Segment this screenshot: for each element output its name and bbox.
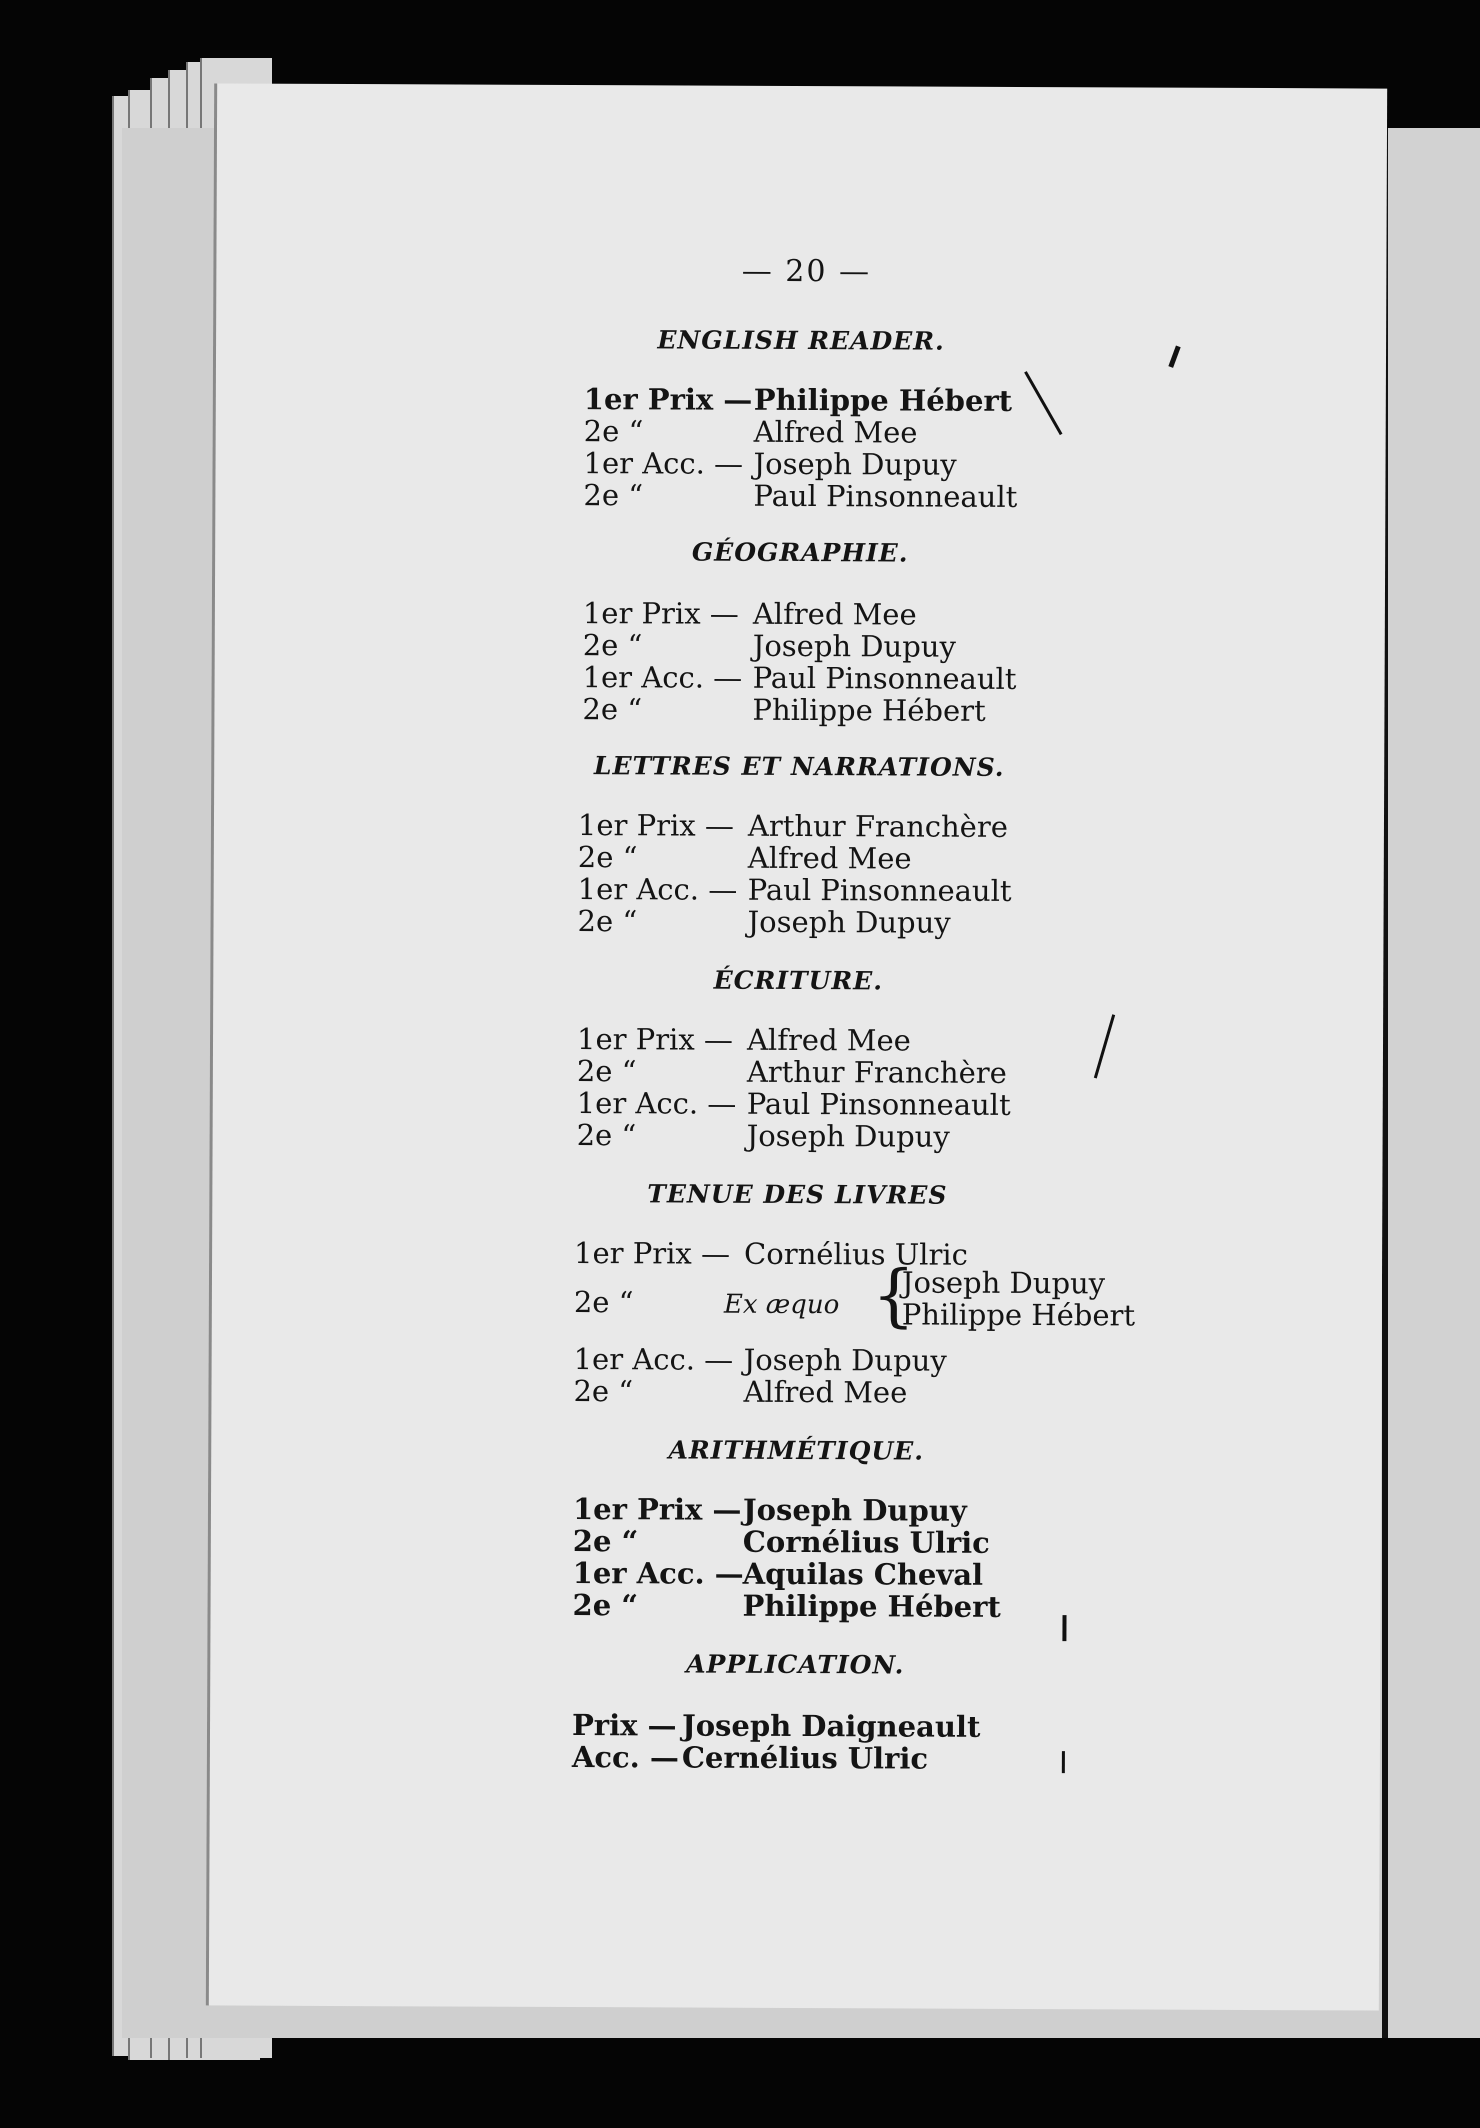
rank-label: 1er Acc. — — [573, 1342, 734, 1377]
adjacent-page — [1382, 128, 1480, 2038]
student-name: Joseph Dupuy — [747, 904, 951, 940]
rank-label: 2e “ — [577, 904, 638, 939]
student-name: Paul Pinsonneault — [747, 872, 1012, 908]
student-name: Alfred Mee — [746, 1022, 911, 1058]
list-item — [573, 1557, 984, 1592]
rank-label: 1er Prix — — [577, 808, 734, 843]
book-page — [206, 83, 1387, 2010]
rank-label: 2e “ — [573, 1285, 634, 1320]
rank-label: 1er Acc. — — [583, 446, 744, 481]
list-item — [574, 1343, 947, 1378]
ink-mark — [1062, 1751, 1065, 1773]
student-name: Philippe Hébert — [742, 1588, 1001, 1624]
list-item — [577, 1087, 1011, 1122]
list-item — [573, 1375, 907, 1409]
list-item — [577, 1023, 911, 1057]
rank-label: 2e “ — [582, 692, 643, 727]
list-item — [578, 809, 1008, 844]
list-item — [583, 661, 1017, 696]
list-item — [574, 1285, 840, 1320]
ink-mark — [1024, 371, 1062, 435]
rank-label: 2e “ — [576, 1054, 637, 1089]
rank-label: 2e “ — [572, 1524, 639, 1559]
student-name: Alfred Mee — [743, 1374, 908, 1410]
list-item — [583, 479, 1017, 514]
ex-aequo-names — [902, 1266, 1135, 1331]
ex-aequo-label: Ex æquo — [723, 1289, 840, 1321]
student-name: Alfred Mee — [747, 840, 912, 876]
list-item — [578, 841, 912, 875]
student-name: Cornélius Ulric — [744, 1236, 968, 1272]
student-name: Arthur Franchère — [746, 1054, 1007, 1090]
section-title-lettres-narrations: LETTRES ET NARRATIONS. — [593, 751, 1005, 782]
list-item — [584, 383, 1012, 418]
rank-label: 2e “ — [577, 840, 638, 875]
student-name: Philippe Hébert — [901, 1297, 1136, 1333]
student-name: Arthur Franchère — [747, 808, 1008, 844]
list-item — [577, 1119, 950, 1154]
list-item — [583, 597, 917, 631]
list-item — [572, 1709, 980, 1744]
section-title-geographie: GÉOGRAPHIE. — [691, 537, 909, 568]
list-item — [578, 873, 1012, 908]
student-name: Cernélius Ulric — [681, 1740, 929, 1776]
list-item — [577, 905, 950, 940]
student-name: Alfred Mee — [752, 596, 917, 632]
student-name: Aquilas Cheval — [742, 1556, 984, 1592]
rank-label: 2e “ — [583, 478, 644, 513]
page-content — [209, 83, 1387, 2010]
student-name: Joseph Dupuy — [742, 1492, 967, 1528]
section-title-english-reader: ENGLISH READER. — [657, 325, 945, 356]
student-name: Joseph Dupuy — [753, 446, 957, 482]
rank-label: 2e “ — [573, 1374, 634, 1409]
rank-label: 2e “ — [572, 1588, 639, 1623]
rank-label: 1er Acc. — — [576, 1086, 737, 1121]
rank-label: 2e “ — [576, 1118, 637, 1153]
ink-mark — [1062, 1615, 1066, 1641]
student-name: Joseph Dupuy — [743, 1342, 947, 1378]
student-name: Paul Pinsonneault — [752, 660, 1017, 696]
list-item — [582, 693, 985, 728]
student-name: Joseph Dupuy — [901, 1265, 1106, 1301]
student-name: Paul Pinsonneault — [753, 478, 1018, 514]
section-title-application: APPLICATION. — [686, 1649, 905, 1680]
section-title-tenue-des-livres: TENUE DES LIVRES — [647, 1179, 948, 1210]
rank-label: 1er Prix — — [572, 1492, 742, 1527]
section-title-arithmetique: ARITHMÉTIQUE. — [668, 1435, 925, 1466]
rank-label: 1er Acc. — — [577, 872, 738, 907]
rank-label: 2e “ — [582, 628, 643, 663]
list-item — [573, 1525, 990, 1560]
student-name: Alfred Mee — [753, 414, 918, 450]
student-name: Joseph Dupuy — [752, 628, 956, 664]
page-number: — 20 — — [741, 253, 872, 290]
list-item — [573, 1493, 967, 1528]
student-name: Paul Pinsonneault — [746, 1086, 1011, 1122]
list-item — [584, 415, 918, 449]
student-name: Cornélius Ulric — [742, 1524, 990, 1560]
section-title-ecriture: ÉCRITURE. — [713, 965, 884, 996]
list-item — [572, 1741, 928, 1776]
rank-label: 1er Prix — — [574, 1236, 731, 1271]
rank-label: 2e “ — [583, 414, 644, 449]
rank-label: 1er Acc. — — [582, 660, 743, 695]
rank-label: Prix — — [571, 1708, 677, 1743]
rank-label: 1er Prix — — [582, 596, 739, 631]
student-name: Joseph Dupuy — [746, 1118, 950, 1154]
list-item — [583, 447, 956, 482]
student-name: Philippe Hébert — [752, 692, 986, 728]
student-name: Joseph Daigneault — [681, 1708, 981, 1744]
brace: { — [871, 1256, 916, 1336]
rank-label: 1er Acc. — — [572, 1556, 744, 1591]
list-item — [577, 1055, 1007, 1090]
ink-mark — [1094, 1014, 1115, 1078]
list-item — [583, 629, 956, 664]
list-item — [572, 1589, 1000, 1624]
rank-label: 1er Prix — — [576, 1022, 734, 1057]
rank-label: Acc. — — [571, 1740, 679, 1775]
rank-label: 1er Prix — — [583, 382, 753, 417]
student-name: Philippe Hébert — [753, 382, 1013, 418]
